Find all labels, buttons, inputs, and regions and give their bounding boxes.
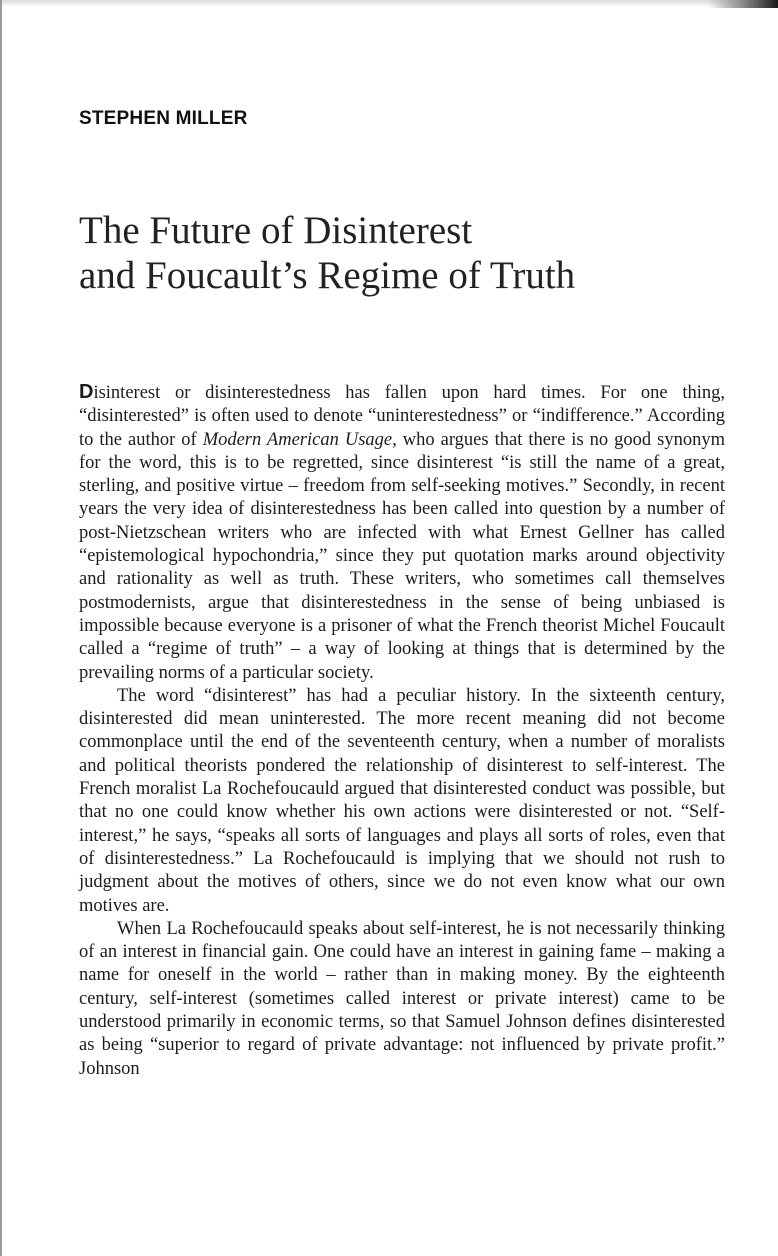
paragraph-1: [79, 381, 725, 685]
title-line-1: The Future of Disinterest: [79, 209, 473, 252]
paragraph-3: When La Rochefoucauld speaks about self-interest, he is not necessarily thinking of an interest in financial gain. One could have an interest in gaining fame – making a name for oneself in the world – rather than in making money. By the eighteenth century, self-interest (sometimes called interest or private interest) came to be understood primarily in economic terms, so that Samuel Johnson defines disinterested as being “superior to regard of private advantage: not influenced by private profit.” Johnson: [79, 918, 725, 1079]
article-title: [79, 208, 739, 298]
paragraph-2: The word “disinterest” has had a peculiar history. In the sixteenth century, disinterested did mean uninterested. The more recent meaning did not become commonplace until the end of the seventeenth century, when a number of moralists and political theorists pondered the relationship of disinterest to self-interest. The French moralist La Rochefoucauld argued that disinterested conduct was possible, but that no one could know whether his own actions were disinterested or not. “Self-interest,” he says, “speaks all sorts of languages and plays all sorts of roles, even that of disinterestedness.” La Rochefoucauld is implying that we should not rush to judgment about the motives of others, since we do not even know what our own motives are.: [79, 685, 725, 916]
author-name: STEPHEN MILLER: [79, 108, 248, 129]
paragraph-1-text-a: isinterest or disinterestedness has fallen upon hard times. For one thing, “disinterested” is often used to denote “uninterestedness” or “indifference.” According to the author of: [79, 383, 725, 450]
page-top-shadow: [0, 0, 778, 7]
drop-cap: D: [79, 381, 94, 403]
page-corner-shadow: [708, 0, 778, 8]
book-title-italic: Modern American Usage,: [202, 429, 397, 450]
page-left-edge: [0, 0, 2, 1256]
article-body: [79, 381, 725, 1081]
paragraph-1-text-b: who argues that there is no good synonym for the word, this is to be regretted, since disinterest “is still the name of a great, sterling, and positive virtue – freedom from self-seeking motives.” Secondly, in recent years the very idea of disinterestedness has been called into question by a number of post-Nietzschean writers who are infected with what Ernest Gellner has called “epistemological hypochondria,” since they put quotation marks around objectivity and rationality as well as truth. These writers, who sometimes call themselves postmodernists, argue that disinterestedness in the sense of being unbiased is impossible because everyone is a prisoner of what the French theorist Michel Foucault called a “regime of truth” – a way of looking at things that is determined by the prevailing norms of a particular society.: [79, 429, 726, 683]
title-line-2: and Foucault’s Regime of Truth: [79, 254, 576, 297]
